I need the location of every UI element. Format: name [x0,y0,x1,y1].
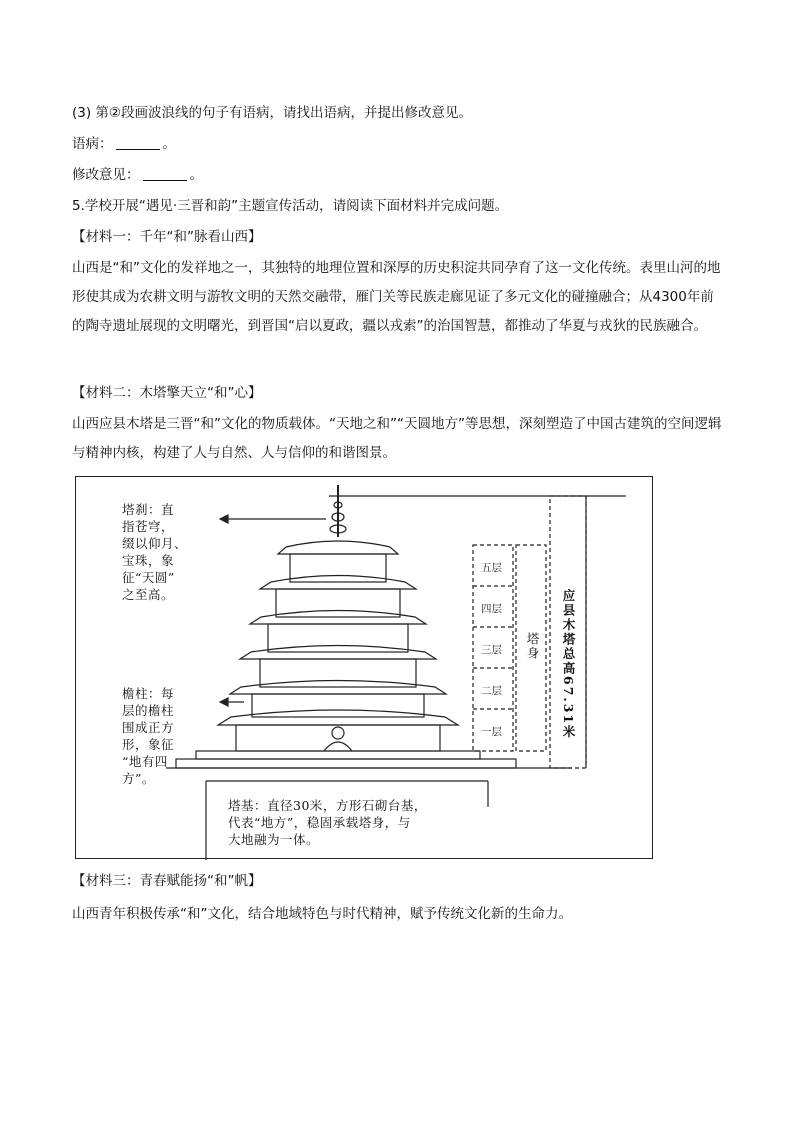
eave-column-note: 檐柱：每 层的檐柱 围成正方 形，象征 “地有四 方”。 [122,686,175,786]
floor-2-label: 二层 [481,685,502,697]
material-3-text: 山西青年积极传承“和”文化，结合地域特色与时代精神，赋予传统文化新的生命力。 [72,906,572,922]
fix-label: 修改意见： [72,167,140,183]
q3-prompt: (3) 第②段画波浪线的句子有语病，请找出语病，并提出修改意见。 [72,105,473,121]
fix-answer-line [72,166,203,184]
floor-5-label: 五层 [481,562,502,574]
fix-blank[interactable] [143,166,187,181]
material-3-heading: 【材料三：青春赋能扬“和”帆】 [72,873,262,889]
spire-note: 塔刹：直 指苍穹， 缀以仰月、 宝珠，象 征“天圆” 之至高。 [122,502,188,602]
material-1-text: 山西是“和”文化的发祥地之一，其独特的地理位置和深厚的历史积淀共同孕育了这一文化传统。表里山河的地形使其成为农耕文明与游牧文明的天然交融带，雁门关等民族走廊见证了多元文化的碰撞融合；从4300年前的陶寺遗址展现的文明曙光，到晋国“启以夏政，疆以戎索”的治国智慧，都推动了华夏与戎狄的民族融合。 [72,260,721,334]
floor-4-label: 四层 [481,603,502,615]
floor-1-label: 一层 [481,726,502,738]
floor-3-label: 三层 [481,644,502,656]
pagoda-body-label: 塔身 [525,632,540,661]
error-blank[interactable] [116,135,160,150]
material-1-heading: 【材料一：千年“和”脉看山西】 [72,229,262,245]
wooden-pagoda-figure [75,476,653,859]
base-note: 塔基：直径30米，方形石砌台基， 代表“地方”，稳固承载塔身，与 大地融为一体。 [228,798,427,847]
error-label: 语病： [72,136,113,152]
error-end: 。 [162,136,176,152]
q5-title: 5.学校开展“遇见·三晋和韵”主题宣传活动，请阅读下面材料并完成问题。 [72,198,509,214]
material-2-text: 山西应县木塔是三晋“和”文化的物质载体。“天地之和”“天圆地方”等思想，深刻塑造了中国古建筑的空间逻辑与精神内核，构建了人与自然、人与信仰的和谐图景。 [72,416,722,461]
total-height-label: 应县木塔总高67.31米 [561,589,576,740]
fix-end: 。 [189,167,203,183]
error-answer-line [72,135,176,153]
material-2-heading: 【材料二：木塔擎天立“和”心】 [72,385,262,401]
